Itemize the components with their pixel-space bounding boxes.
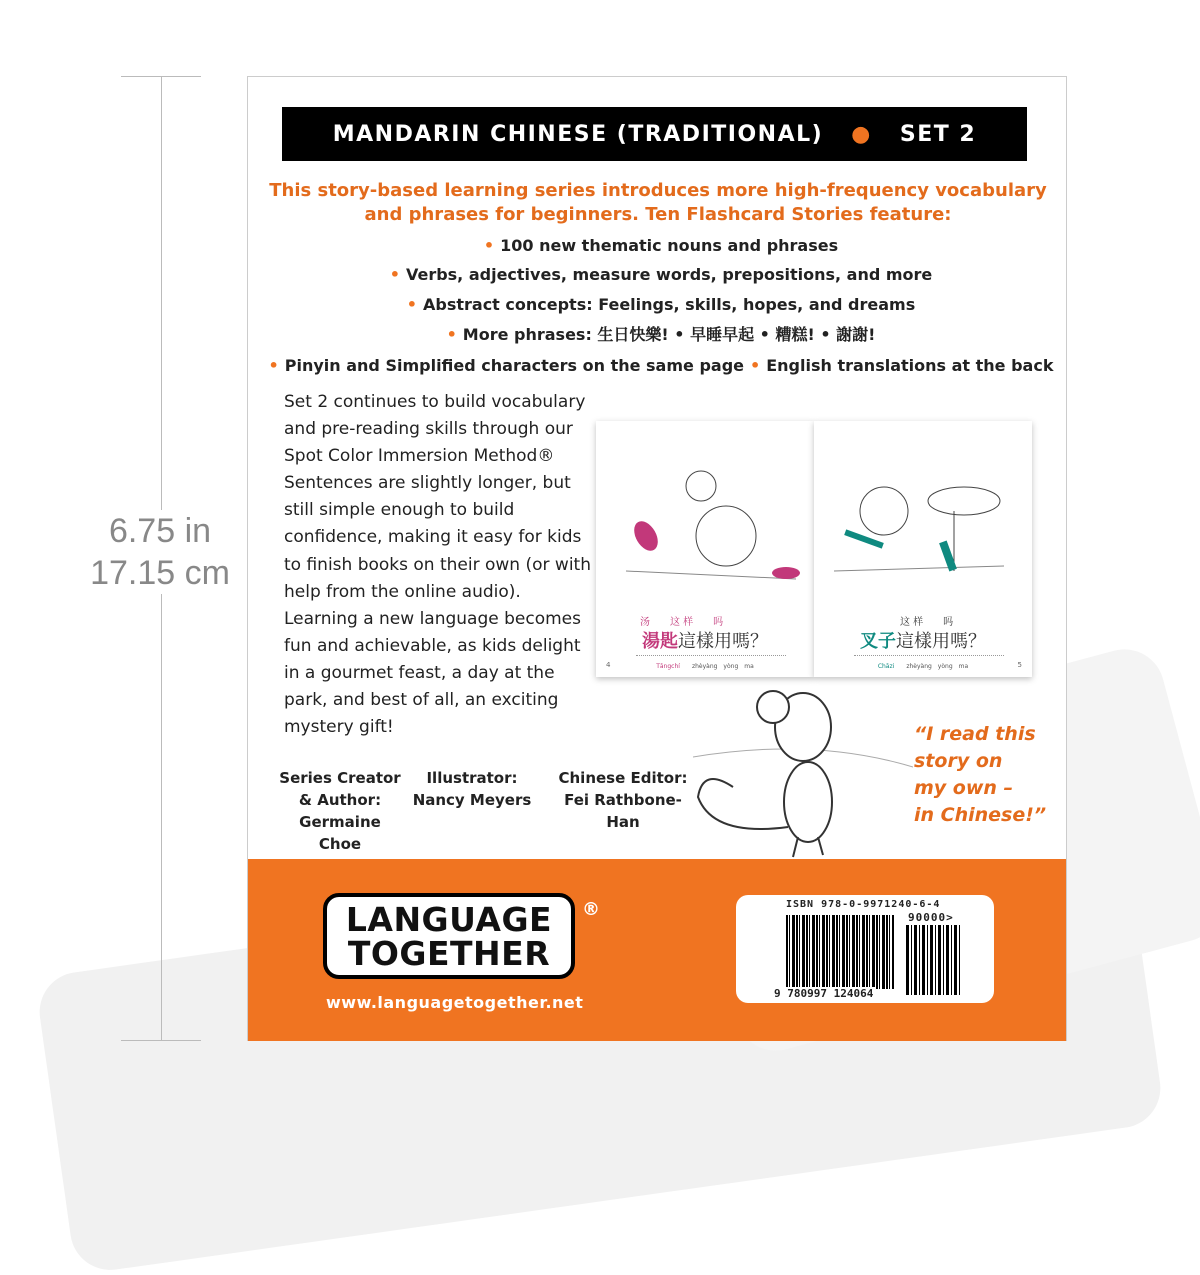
pinyin: Chāzi zhèyàng yòng ma <box>877 663 969 670</box>
barcode-box <box>736 895 994 1003</box>
simplified-hint: 这 样 吗 <box>900 617 954 628</box>
divider <box>636 655 786 656</box>
page-number: 4 <box>606 661 611 669</box>
simplified-hint: 汤 这 样 吗 <box>640 617 724 628</box>
ean-number: 9 780997 124064 <box>774 987 874 1000</box>
bullet-item: • 100 new thematic nouns and phrases <box>483 236 839 255</box>
mouse-illustration <box>693 677 913 862</box>
footer-band <box>248 859 1066 1041</box>
dimension-tick-top <box>121 76 201 77</box>
quote: “I read this story on my own – in Chinese!” <box>914 723 1047 826</box>
bullet-item: • Pinyin and Simplified characters on the same page • English translations at the back <box>268 356 1054 375</box>
description-text: Set 2 continues to build vocabulary and pre-reading skills through our Spot Color Immersion Method® Sentences are slightly longer, but still simple enough to build confidence, making it easy for kids to finish books on their own (or with help from the online audio). Learning a new language becomes fun and achievable, as kids delight in a gourmet feast, a day at the park, and best of all, an exciting mystery gift! <box>284 392 591 738</box>
website-link[interactable]: www.languagetogether.net <box>326 993 584 1012</box>
dimension-cm: 17.15 cm <box>80 552 240 594</box>
sentence: 叉子這樣用嗎？ <box>860 631 986 652</box>
sample-page-left <box>596 421 814 677</box>
series-title: MANDARIN CHINESE (TRADITIONAL) <box>332 121 824 147</box>
barcode-addon <box>906 925 960 995</box>
title-bar <box>282 107 1027 161</box>
dimension-inches: 6.75 in <box>80 510 240 552</box>
set-label: SET 2 <box>899 121 977 147</box>
isbn-text: ISBN 978-0-9971240-6-4 <box>786 899 941 910</box>
page-number: 5 <box>1017 661 1022 669</box>
bullet-dot: ● <box>851 121 872 147</box>
intro-text: This story-based learning series introduces more high-frequency vocabulary and phrases for beginners. Ten Flashcard Stories feature: <box>269 180 1047 225</box>
registered-mark: ® <box>582 899 600 920</box>
divider <box>854 655 1004 656</box>
bullet-item: • More phrases: 生日快樂! • 早睡早起 • 糟糕! • 謝謝! <box>446 325 876 344</box>
illustration-fork <box>824 461 1022 591</box>
credit-editor: Chinese Editor: Fei Rathbone-Han <box>558 769 688 831</box>
book-back-cover <box>247 76 1067 1041</box>
sample-page-right <box>814 421 1032 677</box>
credit-author: Series Creator & Author: Germaine Choe <box>279 769 401 853</box>
credit-illustrator: Illustrator: Nancy Meyers <box>412 769 532 809</box>
barcode <box>786 915 894 989</box>
bullet-item: • Abstract concepts: Feelings, skills, hopes, and dreams <box>406 295 916 314</box>
price-code: 90000> <box>908 911 954 924</box>
dimension-tick-bottom <box>121 1040 201 1041</box>
bullet-item: • Verbs, adjectives, measure words, prepositions, and more <box>389 265 933 284</box>
language-together-logo: LANGUAGE TOGETHER <box>323 893 575 979</box>
sentence: 湯匙這樣用嗎？ <box>642 631 768 652</box>
pinyin: Tāngchí zhèyàng yòng ma <box>656 663 754 670</box>
illustration-spoon <box>606 461 804 591</box>
